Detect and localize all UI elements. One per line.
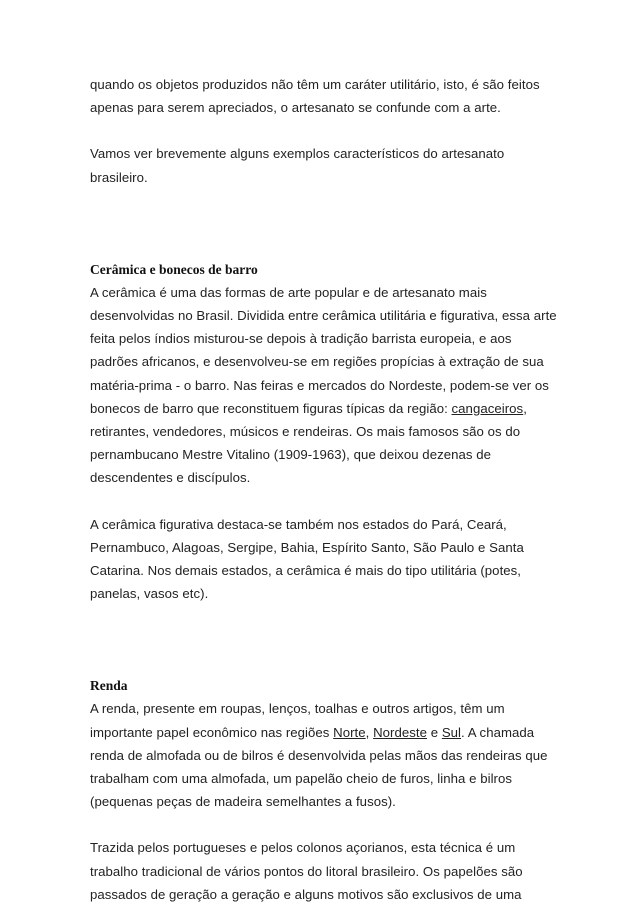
ceramica-paragraph-1 — [90, 281, 560, 490]
text-fragment: e — [427, 724, 442, 740]
text-fragment: bonecos de barro que reconstituem figuras típicas da região: — [90, 400, 452, 416]
text-line: A renda, presente em roupas, lenços, toalhas e outros artigos, têm um — [90, 701, 505, 717]
text-line: padrões africanos, e desenvolveu-se em regiões propícias à extração de sua — [90, 354, 544, 370]
text-line: panelas, vasos etc). — [90, 586, 209, 602]
link-sul[interactable]: Sul — [441, 724, 462, 740]
link-norte[interactable]: Norte — [333, 724, 366, 740]
text-line: desenvolvidas no Brasil. Dividida entre cerâmica utilitária e figurativa, essa arte — [90, 308, 557, 324]
intro-paragraph-2 — [90, 142, 560, 188]
text-line: Vamos ver brevemente alguns exemplos característicos do artesanato — [90, 146, 505, 162]
text-line: trabalham com uma almofada, um papelão cheio de furos, linha e bilros — [90, 771, 513, 787]
text-fragment: . A chamada — [461, 724, 535, 740]
text-line: descendentes e discípulos. — [90, 470, 251, 486]
text-line: brasileiro. — [90, 169, 148, 185]
section-gap — [90, 189, 560, 258]
text-line: trabalho tradicional de vários pontos do litoral brasileiro. Os papelões são — [90, 863, 523, 879]
text-line — [90, 721, 560, 744]
text-line: Trazida pelos portugueses e pelos colonos açorianos, esta técnica é um — [90, 840, 516, 856]
intro-paragraph-1 — [90, 73, 560, 119]
text-line: A cerâmica figurativa destaca-se também nos estados do Pará, Ceará, — [90, 516, 507, 532]
paragraph-gap — [90, 490, 560, 513]
text-line: feita pelos índios misturou-se depois à tradição barrista europeia, e aos — [90, 331, 512, 347]
text-line: (pequenas peças de madeira semelhantes a fusos). — [90, 794, 396, 810]
section-heading-renda: Renda — [90, 678, 128, 694]
text-line: quando os objetos produzidos não têm um caráter utilitário, isto, é são feitos — [90, 77, 540, 92]
text-line: Catarina. Nos demais estados, a cerâmica é mais do tipo utilitária (potes, — [90, 563, 522, 579]
text-line: retirantes, vendedores, músicos e rendeiras. Os mais famosos são os do — [90, 424, 521, 440]
text-fragment: importante papel econômico nas regiões — [90, 724, 334, 740]
text-line: passados de geração a geração e alguns motivos são exclusivos de uma — [90, 886, 522, 902]
text-line: apenas para serem apreciados, o artesanato se confunde com a arte. — [90, 100, 501, 116]
text-fragment: , — [365, 724, 374, 740]
link-nordeste[interactable]: Nordeste — [373, 724, 427, 740]
text-line: A cerâmica é uma das formas de arte popular e de artesanato mais — [90, 284, 487, 300]
renda-paragraph-1 — [90, 697, 560, 813]
text-fragment: , — [523, 400, 527, 416]
ceramica-paragraph-2 — [90, 513, 560, 606]
text-line: Pernambuco, Alagoas, Sergipe, Bahia, Espírito Santo, São Paulo e Santa — [90, 539, 524, 555]
document-page — [90, 73, 560, 906]
text-line: matéria-prima - o barro. Nas feiras e mercados do Nordeste, podem-se ver os — [90, 377, 549, 393]
section-heading-ceramica: Cerâmica e bonecos de barro — [90, 261, 258, 277]
section-gap — [90, 605, 560, 674]
paragraph-gap — [90, 813, 560, 836]
link-cangaceiros[interactable]: cangaceiros — [451, 400, 524, 416]
text-line: renda de almofada ou de bilros é desenvolvida pelas mãos das rendeiras que — [90, 747, 548, 763]
renda-paragraph-2 — [90, 836, 560, 906]
text-line — [90, 397, 560, 420]
text-line: pernambucano Mestre Vitalino (1909-1963), que deixou dezenas de — [90, 447, 491, 463]
paragraph-gap — [90, 119, 560, 142]
